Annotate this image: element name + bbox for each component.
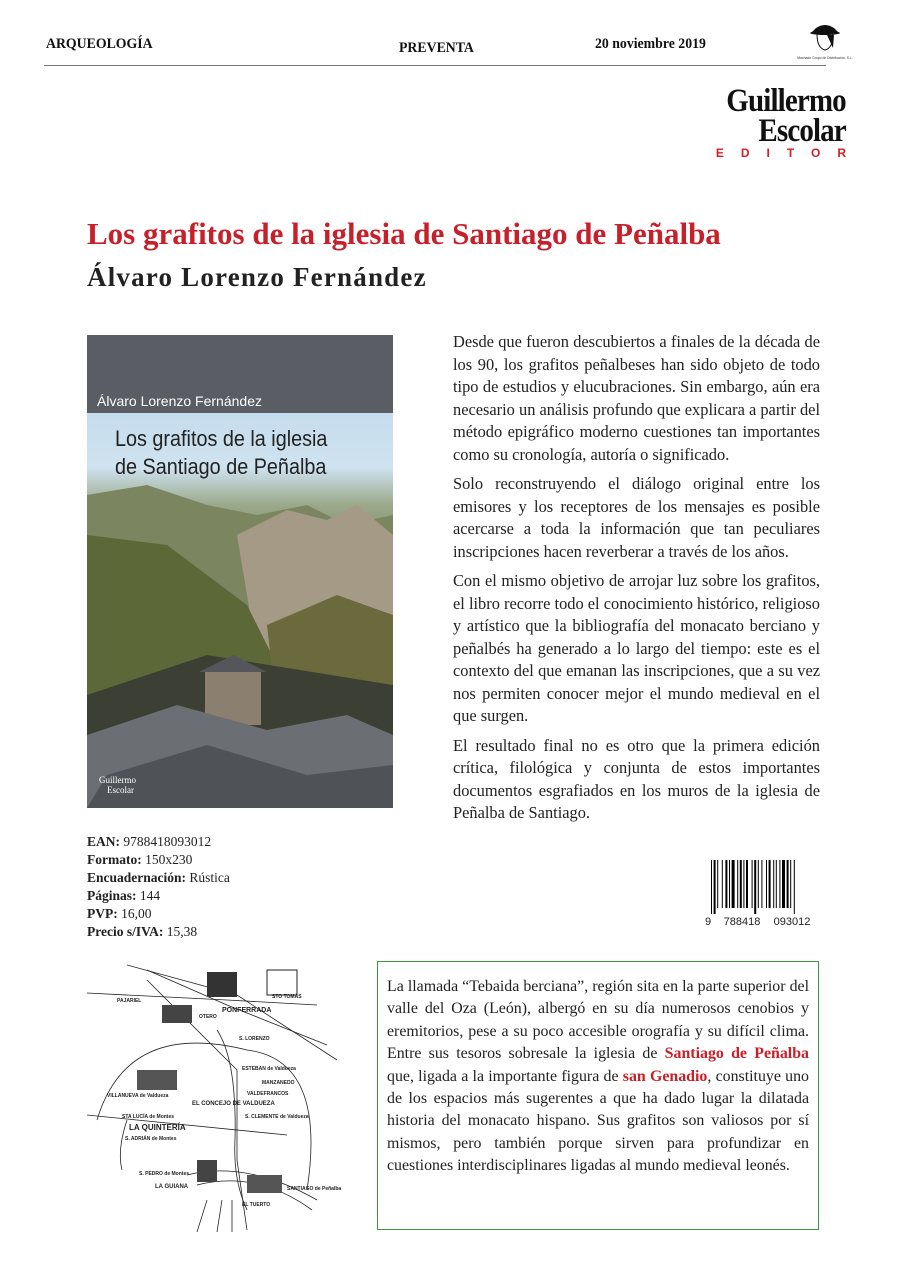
barcode-bar bbox=[754, 860, 756, 914]
detail-value: 9788418093012 bbox=[123, 834, 212, 849]
barcode-bars bbox=[705, 860, 817, 910]
barcode-bar bbox=[790, 860, 791, 908]
detail-label: Páginas: bbox=[87, 888, 137, 903]
category-label: ARQUEOLOGÍA bbox=[46, 36, 153, 52]
map-label: EL CONCEJO DE VALDUEZA bbox=[192, 1101, 275, 1107]
detail-ean bbox=[87, 833, 230, 851]
barcode-digits bbox=[705, 916, 817, 928]
barcode-bar bbox=[773, 860, 774, 908]
detail-label: Precio s/IVA: bbox=[87, 924, 164, 939]
book-cover-image bbox=[87, 335, 393, 808]
map-label: VILLANUEVA de Valdueza bbox=[107, 1093, 169, 1099]
barcode-bar bbox=[732, 860, 735, 908]
detail-value: 144 bbox=[139, 888, 161, 903]
publisher-logo bbox=[710, 83, 863, 160]
detail-value: Rústica bbox=[189, 870, 230, 885]
barcode-digits-1: 788418 bbox=[723, 916, 761, 928]
barcode-bar bbox=[782, 860, 785, 908]
book-author: Álvaro Lorenzo Fernández bbox=[87, 262, 427, 292]
box-highlight: Santiago de Peñalba bbox=[664, 1045, 809, 1063]
barcode-bar bbox=[737, 860, 738, 908]
book-title: Los grafitos de la iglesia de Santiago de Peñalba bbox=[87, 216, 721, 251]
map-label: S. PEDRO de Montes bbox=[139, 1171, 190, 1177]
map-label: LA GUIANA bbox=[155, 1184, 189, 1190]
map-label: STO TOMÁS bbox=[272, 994, 302, 1000]
cover-title-line-1: Los grafitos de la iglesia bbox=[115, 426, 328, 451]
svg-text:Machado Grupo de Distribución,: Machado Grupo de Distribución, S.L. bbox=[797, 56, 853, 60]
map-label: VALDEFRANCOS bbox=[247, 1091, 289, 1097]
cover-author: Álvaro Lorenzo Fernández bbox=[97, 393, 262, 409]
detail-price-no-vat bbox=[87, 923, 230, 941]
box-text: La llamada “Tebaida berciana”, región sita en la parte superior del valle del Oza (León), albergó en su día numerosos cenobios y eremitorios, pese a su poco accesible orografía y su difícil clima. Entre sus tesoros sobresale la iglesia de bbox=[387, 978, 809, 1063]
description-paragraph: Con el mismo objetivo de arrojar luz sobre los grafitos, el libro recorre todo el conocimiento histórico, religioso y artístico que la bibliografía del monacato berciano y peñalbés ha generado a lo largo del tiempo: este es el contexto del que emanan las inscripciones, que a su vez nos permiten conocer mejor el mundo medieval en el que surgen. bbox=[453, 571, 820, 725]
detail-value: 16,00 bbox=[121, 906, 152, 921]
detail-label: Encuadernación: bbox=[87, 870, 187, 885]
box-text: , constituye uno de los espacios más sugerentes a que ha dado lugar la dilatada historia del monacato hispano. Sus grafitos son valiosos por sí mismos, pero también porque sirven para profundizar en cuestiones interdisciplinares ligadas al mundo medieval leonés. bbox=[387, 1067, 809, 1175]
map-label: LA QUINTERÍA bbox=[129, 1123, 186, 1132]
barcode-bar bbox=[761, 860, 762, 908]
box-highlight: san Genadio bbox=[622, 1067, 708, 1085]
map-drawing bbox=[87, 960, 343, 1232]
map-label: S. LORENZO bbox=[239, 1036, 270, 1042]
description-paragraph: El resultado final no es otro que la primera edición crítica, filológica y conjunta de estos importantes documentos esgrafiados en los muros de la iglesia de Peñalba de Santiago. bbox=[453, 735, 820, 822]
barcode-bar bbox=[776, 860, 777, 908]
map-label: S. ADRIÁN de Montes bbox=[125, 1136, 177, 1142]
cover-publisher-line-1: Guillermo bbox=[99, 775, 136, 785]
barcode-bar bbox=[766, 860, 767, 908]
detail-value: 150x230 bbox=[145, 852, 193, 867]
detail-binding bbox=[87, 869, 230, 887]
map-label: EL TUERTO bbox=[242, 1202, 271, 1208]
logo-line-2: Escolar bbox=[758, 113, 846, 149]
map-label: STA LUCÍA de Montes bbox=[122, 1114, 175, 1120]
map-label: SANTIAGO de Peñalba bbox=[287, 1186, 342, 1192]
detail-format bbox=[87, 851, 230, 869]
detail-value: 15,38 bbox=[166, 924, 198, 939]
barcode-bar bbox=[740, 860, 742, 908]
barcode-digits-2: 093012 bbox=[773, 916, 811, 928]
map-label: ESTEBAN de Valdueza bbox=[242, 1066, 296, 1072]
barcode-bar bbox=[746, 860, 748, 908]
barcode bbox=[705, 860, 817, 928]
distributor-logo bbox=[797, 18, 853, 62]
hat-figure-icon bbox=[797, 18, 853, 62]
detail-label: PVP: bbox=[87, 906, 118, 921]
status-label: PREVENTA bbox=[399, 40, 474, 56]
barcode-bar bbox=[717, 860, 718, 908]
box-text: que, ligada a la importante figura de bbox=[387, 1067, 623, 1085]
mountain-landscape bbox=[87, 475, 393, 808]
cover-publisher bbox=[99, 775, 136, 795]
barcode-bar bbox=[722, 860, 723, 908]
book-description bbox=[453, 331, 820, 832]
date-label: 20 noviembre 2019 bbox=[595, 36, 706, 52]
detail-pages bbox=[87, 887, 230, 905]
map-label: OTERO bbox=[199, 1014, 217, 1020]
barcode-bar bbox=[752, 860, 753, 908]
cover-title bbox=[115, 425, 358, 481]
barcode-bar bbox=[711, 860, 712, 914]
description-paragraph: Desde que fueron descubiertos a finales de la década de los 90, los grafitos peñalbeses han sido objeto de todo tipo de estudios y elucubraciones. Sin embargo, aún era necesario un análisis profundo que explicara a partir del método epigráfico moderno cuestiones tan importantes como su cronología, autoría o significado. bbox=[453, 332, 820, 464]
barcode-bar bbox=[794, 860, 795, 914]
barcode-bar bbox=[743, 860, 744, 908]
barcode-bar bbox=[725, 860, 727, 908]
barcode-bar bbox=[769, 860, 771, 908]
detail-label: Formato: bbox=[87, 852, 142, 867]
barcode-bar bbox=[787, 860, 789, 908]
book-details bbox=[87, 833, 230, 941]
barcode-bar bbox=[714, 860, 716, 914]
cover-title-line-2: de Santiago de Peñalba bbox=[115, 454, 327, 479]
detail-label: EAN: bbox=[87, 834, 120, 849]
map-label: PAJARIEL bbox=[117, 998, 142, 1004]
map-label: MANZANEDO bbox=[262, 1080, 295, 1086]
logo-line-1: Guillermo bbox=[726, 83, 846, 119]
context-box bbox=[377, 961, 819, 1230]
map-label: PONFERRADA bbox=[222, 1007, 272, 1014]
barcode-bar bbox=[729, 860, 730, 908]
map-label: S. CLEMENTE de Valdueza bbox=[245, 1114, 309, 1120]
valley-map-illustration bbox=[87, 960, 343, 1232]
barcode-digit-first: 9 bbox=[705, 916, 712, 928]
cover-publisher-line-2: Escolar bbox=[107, 785, 134, 795]
detail-pvp bbox=[87, 905, 230, 923]
description-paragraph: Solo reconstruyendo el diálogo original entre los emisores y los receptores de los mensajes es posible acercarse a toda la información que tan peculiares inscripciones hacen reverberar a través de los años. bbox=[453, 474, 820, 561]
logo-line-3: EDITOR bbox=[715, 146, 863, 160]
header-divider bbox=[44, 65, 826, 66]
barcode-bar bbox=[758, 860, 759, 908]
barcode-bar bbox=[779, 860, 780, 908]
